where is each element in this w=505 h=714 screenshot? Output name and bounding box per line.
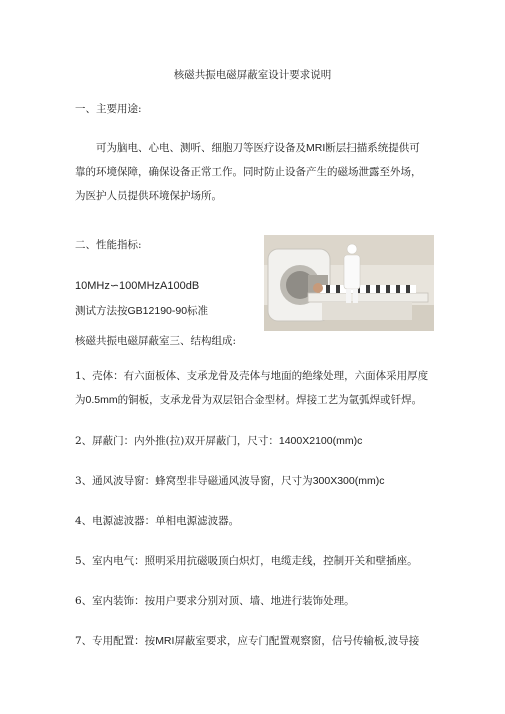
- purpose-paragraph-line: 靠的环境保障，确保设备正常工作。同时防止设备产生的磁场泄露至外场，: [75, 166, 422, 178]
- structure-item-vent-window: 3、通风波导窗：蜂窝型非导磁通风波导窗，尺寸为300X300(mm)c: [75, 475, 385, 487]
- purpose-paragraph-line: 可为脑电、心电、测听、细胞刀等医疗设备及MRI断层扫描系统提供可: [96, 142, 420, 154]
- section-heading-purpose: 一、主要用途:: [75, 103, 142, 115]
- structure-item-electrical: 5、室内电气：照明采用抗磁吸顶白炽灯，电缆走线，控制开关和壁插座。: [75, 555, 418, 567]
- performance-spec: 10MHz∽100MHzA100dB: [75, 280, 200, 292]
- structure-item-door: 2、屏蔽门：内外推(拉)双开屏蔽门，尺寸：1400X2100(mm)c: [75, 435, 363, 447]
- purpose-paragraph-line: 为医护人员提供环境保护场所。: [75, 190, 222, 202]
- document-title: 核磁共振电磁屏蔽室设计要求说明: [173, 69, 332, 81]
- mri-scanner-photo: [264, 235, 434, 331]
- structure-item-decoration: 6、室内装饰：按用户要求分别对顶、墙、地进行装饰处理。: [75, 595, 355, 607]
- structure-item-shell: 1、壳体：有六面板体、支承龙骨及壳体与地面的绝缘处理，六面体采用厚度: [75, 370, 429, 382]
- section-heading-structure: 核磁共振电磁屏蔽室三、结构组成:: [75, 335, 237, 347]
- structure-item-special-config: 7、专用配置：按MRI屏蔽室要求，应专门配置观察窗，信号传输板,波导接: [75, 635, 420, 647]
- section-heading-performance: 二、性能指标:: [75, 239, 142, 251]
- structure-item-power-filter: 4、电源滤波器：单相电源滤波器。: [75, 515, 240, 527]
- structure-item-shell-cont: 为0.5mm的铜板，支承龙骨为双层铝合金型材。焊接工艺为氩弧焊或钎焊。: [75, 394, 423, 406]
- test-method-line: 测试方法按GB12190-90标准: [75, 305, 209, 317]
